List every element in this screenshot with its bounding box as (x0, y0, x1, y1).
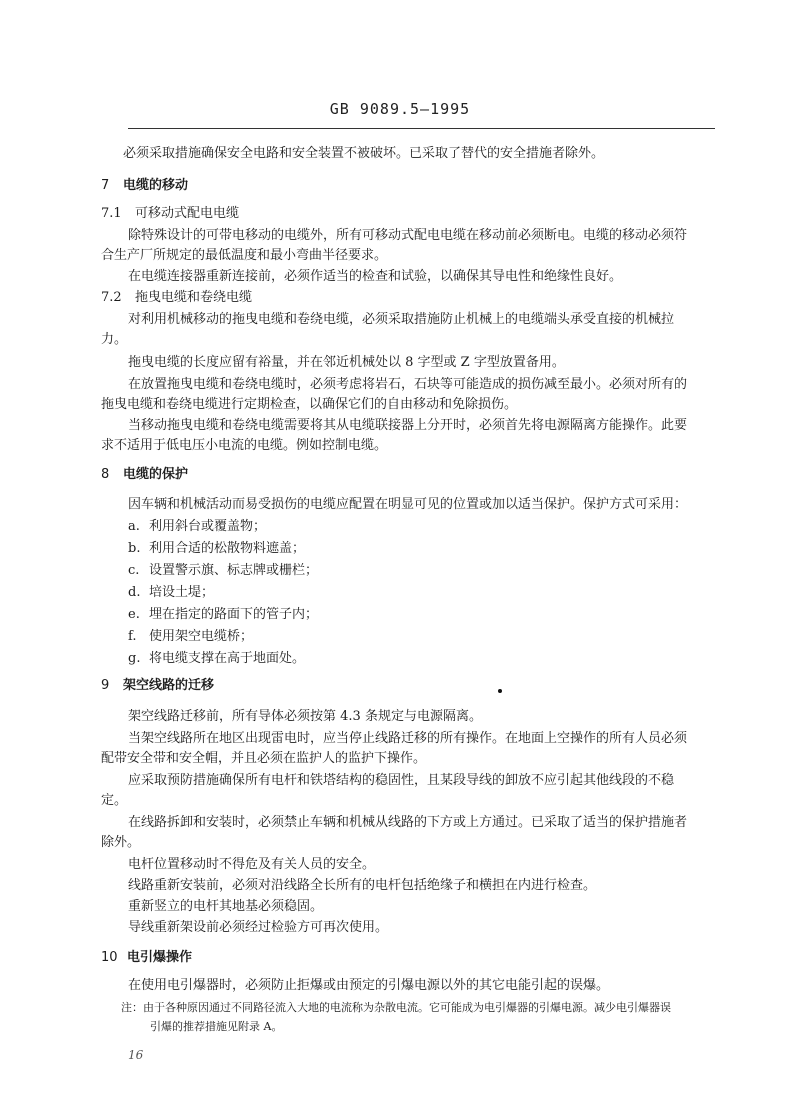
paragraph-line: 应采取预防措施确保所有电杆和铁塔结构的稳固性，且某段导线的卸放不应引起其他线段的不稳 (128, 773, 675, 788)
paragraph-line: 合生产厂所规定的最低温度和最小弯曲半径要求。 (101, 248, 388, 263)
intro-line: 必须采取措施确保安全电路和安全装置不被破坏。已采取了替代的安全措施者除外。 (123, 146, 605, 161)
list-item (128, 607, 318, 623)
section-title: 架空线路的迁移 (123, 678, 215, 693)
section-number: 8 (101, 467, 110, 482)
list-marker: b. (128, 541, 141, 556)
paragraph-line: 定。 (101, 793, 128, 808)
subsection-7-2-heading (101, 290, 252, 306)
header-rule (128, 128, 715, 129)
subsection-title: 可移动式配电电缆 (135, 206, 240, 221)
list-item (128, 519, 266, 535)
paragraph-line: 除外。 (101, 835, 141, 850)
list-text: 利用斜台或覆盖物； (149, 519, 267, 534)
section-number: 9 (101, 678, 110, 693)
list-text: 利用合适的松散物料遮盖； (149, 541, 306, 556)
paragraph-line: 除特殊设计的可带电移动的电缆外，所有可移动式配电电缆在移动前必须断电。电缆的移动必须符 (128, 228, 688, 243)
list-marker: e. (128, 607, 140, 622)
list-item (128, 585, 214, 601)
list-text: 使用架空电缆桥； (149, 629, 254, 644)
list-item (128, 563, 318, 579)
paragraph-line: 导线重新架设前必须经过检验方可再次使用。 (128, 920, 389, 935)
paragraph-line: 在电缆连接器重新连接前，必须作适当的检查和试验，以确保其导电性和绝缘性良好。 (128, 269, 623, 284)
paragraph-line: 在使用电引爆器时，必须防止拒爆或由预定的引爆电源以外的其它电能引起的误爆。 (128, 978, 610, 993)
paragraph-line: 拖曳电缆的长度应留有裕量，并在邻近机械处以 8 字型或 Z 字型放置备用。 (128, 355, 565, 370)
paragraph-line: 重新竖立的电杆其地基必须稳固。 (128, 899, 324, 914)
list-marker: f. (128, 629, 137, 644)
list-marker: g. (128, 651, 141, 666)
list-text: 设置警示旗、标志牌或栅栏； (149, 563, 319, 578)
section-title: 电引爆操作 (127, 950, 193, 965)
subsection-number: 7.1 (101, 206, 122, 221)
list-item (128, 629, 253, 645)
paragraph-line: 线路重新安装前，必须对沿线路全长所有的电杆包括绝缘子和横担在内进行检查。 (128, 878, 597, 893)
list-item (128, 651, 305, 667)
paragraph-line: 在放置拖曳电缆和卷绕电缆时，必须考虑将岩石，石块等可能造成的损伤减至最小。必须对所有的 (128, 377, 688, 392)
section-9-heading (101, 678, 214, 694)
subsection-number: 7.2 (101, 290, 122, 305)
paragraph-line: 拖曳电缆和卷绕电缆进行定期检查，以确保它们的自由移动和免除损伤。 (101, 397, 518, 412)
section-number: 10 (101, 950, 118, 965)
section-8-heading (101, 467, 188, 483)
list-marker: c. (128, 563, 140, 578)
paragraph-line: 力。 (101, 332, 128, 347)
paragraph-line: 当架空线路所在地区出现雷电时，应当停止线路迁移的所有操作。在地面上空操作的所有人员必须 (128, 731, 688, 746)
paragraph-line: 电杆位置移动时不得危及有关人员的安全。 (128, 857, 376, 872)
section-title: 电缆的移动 (123, 178, 189, 193)
paragraph-line: 求不适用于低电压小电流的电缆。例如控制电缆。 (101, 438, 388, 453)
note-line: 注：由于各种原因通过不同路径流入大地的电流称为杂散电流。它可能成为电引爆器的引爆电源。减少电引爆器误 (121, 1001, 671, 1014)
paragraph-line: 架空线路迁移前，所有导体必须按第 4.3 条规定与电源隔离。 (128, 709, 482, 724)
paragraph-line: 对利用机械移动的拖曳电缆和卷绕电缆，必须采取措施防止机械上的电缆端头承受直接的机械拉 (128, 312, 675, 327)
list-marker: a. (128, 519, 140, 534)
list-text: 埋在指定的路面下的管子内； (149, 607, 319, 622)
section-10-heading (101, 950, 192, 966)
note-line: 引爆的推荐措施见附录 A。 (150, 1020, 283, 1033)
paragraph-line: 在线路拆卸和安装时，必须禁止车辆和机械从线路的下方或上方通过。已采取了适当的保护措施者 (128, 815, 688, 830)
page-number: 16 (128, 1048, 144, 1062)
subsection-7-1-heading (101, 206, 239, 222)
paragraph-line: 当移动拖曳电缆和卷绕电缆需要将其从电缆联接器上分开时，必须首先将电源隔离方能操作。此要 (128, 418, 688, 433)
list-text: 将电缆支撑在高于地面处。 (149, 651, 306, 666)
subsection-title: 拖曳电缆和卷绕电缆 (135, 290, 253, 305)
standard-number-header: GB 9089.5—1995 (329, 100, 471, 118)
section-number: 7 (101, 178, 110, 193)
list-text: 培设土堤； (149, 585, 215, 600)
section-title: 电缆的保护 (123, 467, 189, 482)
paragraph-line: 配带安全带和安全帽，并且必须在监护人的监护下操作。 (101, 751, 427, 766)
section-7-heading (101, 178, 188, 194)
paragraph-line: 因车辆和机械活动而易受损伤的电缆应配置在明显可见的位置或加以适当保护。保护方式可采用： (128, 497, 688, 512)
list-item (128, 541, 305, 557)
list-marker: d. (128, 585, 141, 600)
scan-speck (498, 689, 502, 693)
